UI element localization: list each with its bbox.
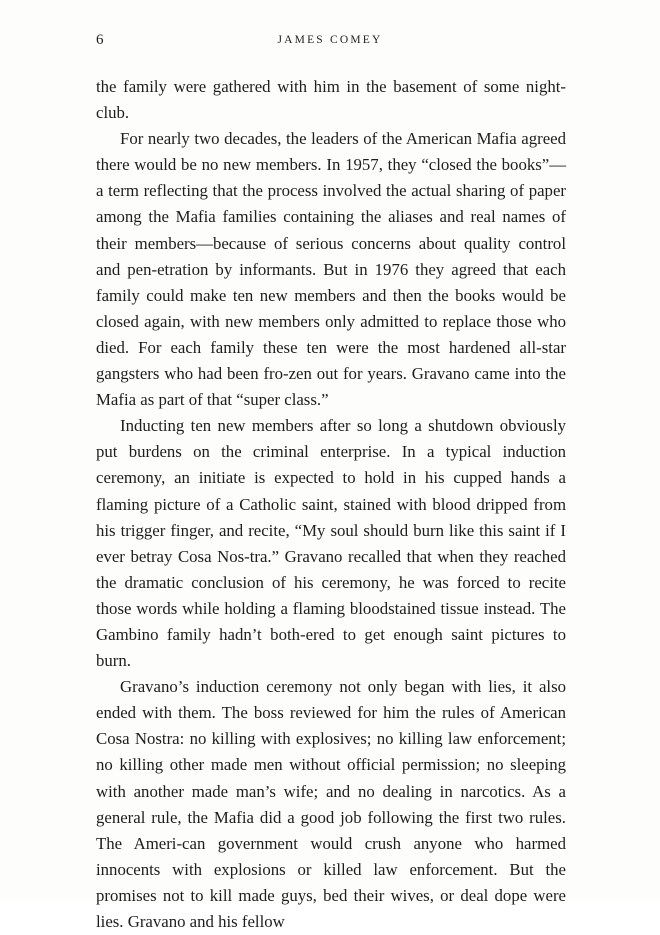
paragraph-4: Gravano’s induction ceremony not only began with lies, it also ended with them. The boss reviewed for him the rules of American Cosa Nostra: no killing with explosives; no killing law enforcement; no killing other made men without official permission; no sleeping with another made man’s wife; and no dealing in narcotics. As a general rule, the Mafia did a good job following the first two rules. The Ameri-can government would crush anyone who harmed innocents with explosions or killed law enforcement. But the promises not to kill made guys, bed their wives, or deal dope were lies. Gravano and his fellow (96, 677, 566, 931)
paragraph-3: Inducting ten new members after so long a shutdown obviously put burdens on the criminal enterprise. In a typical induction ceremony, an initiate is expected to hold in his cupped hands a flaming picture of a Catholic saint, stained with blood dripped from his trigger finger, and recite, “My soul should burn like this saint if I ever betray Cosa Nos-tra.” Gravano recalled that when they reached the dramatic conclusion of his ceremony, he was forced to recite those words while holding a flaming bloodstained tissue instead. The Gambino family hadn’t both-ered to get enough saint pictures to burn. (96, 416, 566, 671)
body-text (96, 74, 566, 935)
paragraph-2: For nearly two decades, the leaders of the American Mafia agreed there would be no new members. In 1957, they “closed the books”—a term reflecting that the process involved the actual sharing of paper among the Mafia families containing the aliases and real names of their members—because of serious concerns about quality control and pen-etration by informants. But in 1976 they agreed that each family could make ten new members and then the books would be closed again, with new members only admitted to replace those who died. For each family these ten were the most hardened all-star gangsters who had been fro-zen out for years. Gravano came into the Mafia as part of that “super class.” (96, 129, 566, 410)
running-title: JAMES COMEY (277, 34, 383, 46)
page-number: 6 (96, 32, 104, 48)
paragraph-1: the family were gathered with him in the basement of some night-club. (96, 77, 566, 123)
running-head (96, 30, 564, 50)
